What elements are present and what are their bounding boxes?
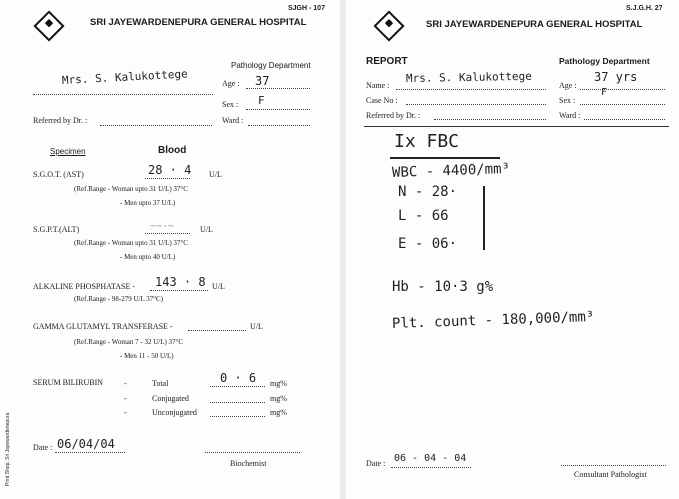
ggt-ref-men: - Men 11 - 50 U/L)	[120, 352, 174, 360]
sgot-ref-woman: (Ref.Range - Woman upto 31 U/L) 37°C	[74, 185, 188, 193]
alp-ref: (Ref.Range - 98-279 U/L 37°C)	[74, 295, 164, 303]
age-line	[580, 89, 665, 90]
report-title: REPORT	[366, 56, 408, 67]
sgot-ref-men: - Men upto 37 U/L)	[120, 199, 176, 207]
age-label: Age :	[559, 81, 577, 90]
bilirubin-conj-line	[210, 402, 265, 403]
bilirubin-unconj-unit: mg%	[270, 408, 287, 417]
sex-label: Sex :	[559, 96, 576, 105]
bilirubin-conj-dash: -	[124, 394, 127, 403]
hospital-logo-icon	[33, 10, 64, 41]
referred-label: Referred by Dr. :	[33, 116, 88, 125]
sgpt-ref-woman: (Ref.Range - Woman upto 31 U/L) 37°C	[74, 239, 188, 247]
sgot-unit: U/L	[209, 170, 222, 179]
sex-line	[246, 109, 310, 110]
ward-line	[584, 119, 665, 120]
sgpt-label: S.G.P.T.(ALT)	[33, 225, 80, 234]
sgot-handwritten: 28 · 4	[148, 163, 192, 177]
referred-line	[434, 119, 546, 120]
bilirubin-conj-label: Conjugated	[152, 394, 189, 403]
sex-label: Sex :	[222, 100, 239, 109]
patient-name-handwritten: Mrs. S. Kalukottege	[61, 67, 189, 87]
name-line	[33, 94, 213, 95]
sgot-label: S.G.O.T. (AST)	[33, 170, 84, 179]
age-label: Age :	[222, 79, 240, 88]
ward-line	[248, 125, 310, 126]
sgot-line	[145, 178, 190, 179]
referred-label: Referred by Dr. :	[366, 111, 421, 120]
wbc-handwritten: WBC - 4400/mm³	[391, 160, 511, 181]
biochemist-label: Biochemist	[230, 459, 267, 468]
hospital-name: SRI JAYEWARDENEPURA GENERAL HOSPITAL	[426, 19, 643, 30]
name-label: Name :	[366, 81, 390, 90]
bilirubin-total-dash: -	[124, 379, 127, 388]
hospital-name: SRI JAYEWARDENEPURA GENERAL HOSPITAL	[90, 17, 307, 28]
investigation-handwritten: Ix FBC	[394, 131, 460, 152]
bilirubin-label: SERUM BILIRUBIN	[33, 378, 104, 387]
ggt-label: GAMMA GLUTAMYL TRANSFERASE -	[33, 322, 173, 331]
ggt-unit: U/L	[250, 322, 263, 331]
bilirubin-total-handwritten: 0 · 6	[220, 371, 257, 385]
sgpt-ref-men: - Men upto 40 U/L)	[120, 253, 176, 261]
haematology-report-form	[346, 0, 679, 499]
ward-label: Ward :	[222, 116, 244, 125]
investigation-underline	[390, 157, 500, 159]
patient-name-handwritten: Mrs. S. Kalukottege	[405, 69, 532, 85]
platelet-count-handwritten: Plt. count - 180,000/mm³	[391, 308, 595, 332]
sex-handwritten: F	[258, 94, 265, 107]
alp-label: ALKALINE PHOSPHATASE -	[33, 282, 136, 291]
department-name: Pathology Department	[559, 56, 650, 66]
bilirubin-total-line	[210, 386, 265, 387]
bilirubin-total-unit: mg%	[270, 379, 287, 388]
neutrophils-handwritten: N - 28·	[398, 184, 458, 200]
date-line	[55, 452, 125, 453]
bilirubin-total-label: Total	[152, 379, 169, 388]
ggt-line	[188, 330, 246, 331]
bilirubin-unconj-line	[210, 416, 265, 417]
hospital-logo-icon	[373, 10, 404, 41]
pathologist-signature-line	[561, 465, 666, 466]
date-handwritten: 06/04/04	[57, 437, 115, 451]
referred-line	[100, 125, 212, 126]
name-line	[396, 89, 546, 90]
header-rule	[364, 126, 669, 127]
case-no-line	[406, 104, 546, 105]
specimen-label: Specimen	[50, 147, 86, 156]
sex-handwritten: F	[601, 87, 608, 98]
alp-unit: U/L	[212, 282, 225, 291]
case-no-label: Case No :	[366, 96, 398, 105]
form-code: S.J.G.H. 27	[626, 5, 663, 12]
date-label: Date :	[33, 443, 53, 452]
sex-line	[580, 104, 665, 105]
alp-handwritten: 143 · 8	[155, 275, 206, 289]
sgpt-handwritten: ~~·~	[150, 221, 175, 232]
department-name: Pathology Department	[231, 61, 311, 70]
date-handwritten: 06 - 04 - 04	[394, 453, 467, 464]
sgpt-unit: U/L	[200, 225, 213, 234]
differential-bracket	[483, 186, 485, 250]
haemoglobin-handwritten: Hb - 10·3 g%	[392, 279, 494, 295]
age-handwritten: 37	[255, 74, 270, 88]
pathologist-label: Consultant Pathologist	[574, 470, 647, 479]
ward-label: Ward :	[559, 111, 581, 120]
eosinophils-handwritten: E - 06·	[398, 236, 458, 252]
alp-line	[150, 290, 208, 291]
lymphocytes-handwritten: L - 66	[398, 208, 449, 224]
bilirubin-conj-unit: mg%	[270, 394, 287, 403]
form-code: SJGH - 107	[288, 5, 325, 12]
date-line	[391, 467, 471, 468]
age-handwritten: 37 yrs	[594, 70, 638, 84]
bilirubin-unconj-dash: -	[124, 408, 127, 417]
sgpt-line	[145, 233, 190, 234]
age-line	[246, 88, 310, 89]
ggt-ref-woman: (Ref.Range - Woman 7 - 32 U/L) 37°C	[74, 338, 184, 346]
date-label: Date :	[366, 459, 386, 468]
biochemist-signature-line	[205, 452, 300, 453]
bilirubin-unconj-label: Unconjugated	[152, 408, 197, 417]
printer-note: Print Shop, Sri Jayewardenepura	[5, 412, 11, 486]
specimen-value: Blood	[158, 145, 187, 156]
